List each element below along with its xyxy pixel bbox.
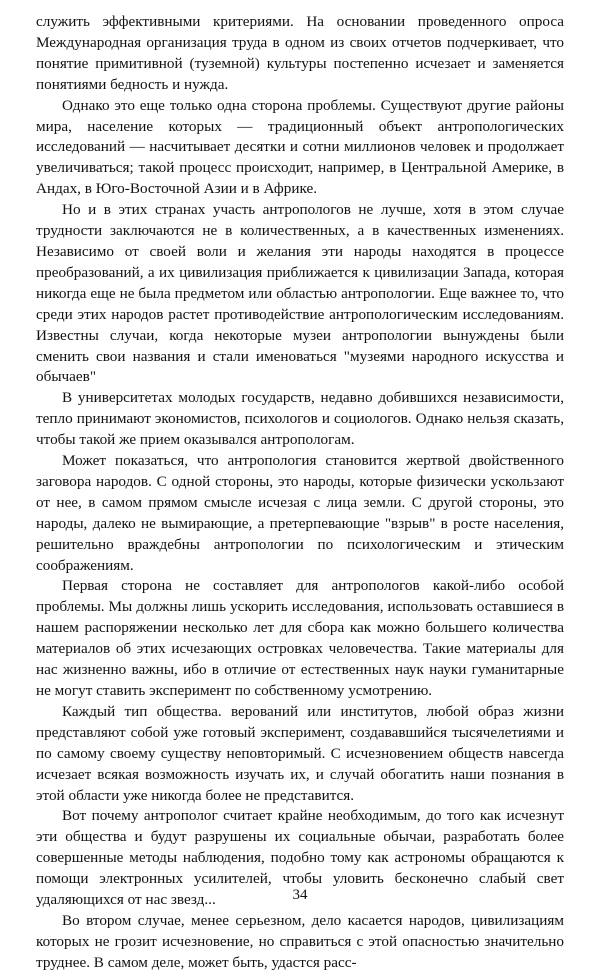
paragraph-7: Каждый тип общества. верований или институтов, любой образ жизни представляют собой уже готовый эксперимент, создававшийся тысячелетиями и по самому своему существу неповторимый. С исчезновением обществ навсегда исчезает всякая возможность изучать их, и случай обогатить наши познания в этой области уже никогда более не представится.: [36, 702, 564, 804]
paragraph-4: В университетах молодых государств, недавно добившихся независимости, тепло принимают экономистов, психологов и социологов. Однако нельзя сказать, чтобы такой же прием оказывался антропологам.: [36, 389, 564, 449]
paragraph-2: Однако это еще только одна сторона проблемы. Существуют другие районы мира, население которых — традиционный объект антропологических исследований — насчитывает десятки и сотни миллионов человек и продолжает увеличиваться; такой процесс происходит, например, в Центральной Америке, в Андах, в Юго-Восточной Азии и в Африке.: [36, 96, 564, 198]
page-number: 34: [292, 887, 308, 903]
paragraph-8: Вот почему антрополог считает крайне необходимым, до того как исчезнут эти общества и будут разрушены их социальные обычаи, разработать более совершенные методы наблюдения, подобно тому как астрономы обращаются к помощи электронных усилителей, чтобы уловить бесконечно слабый свет удаляющихся от нас звезд...: [36, 807, 564, 909]
paragraph-5: Может показаться, что антропология становится жертвой двойственного заговора народов. С одной стороны, это народы, которые физически ускользают от нее, в самом прямом смысле исчезая с лица земли. С другой стороны, это народы, далеко не вымирающие, а претерпевающие "взрыв" в росте населения, решительно враждебны антропологии по психологическим и этическим соображениям.: [36, 452, 564, 574]
paragraph-6: Первая сторона не составляет для антропологов какой-либо особой проблемы. Мы должны лишь ускорить исследования, использовать оставшиеся в нашем распоряжении несколько лет для сбора как можно большего количества материалов об этих исчезающих островках человечества. Такие материалы для нас жизненно важны, ибо в отличие от естественных наук науки гуманитарные не могут ставить эксперимент по собственному усмотрению.: [36, 577, 564, 699]
paragraph-9: Во втором случае, менее серьезном, дело касается народов, цивилизациям которых не грозит исчезновение, но справиться с этой опасностью значительно труднее. В самом деле, может быть, удастся расс-: [36, 911, 564, 971]
paragraph-3: Но и в этих странах участь антропологов не лучше, хотя в этом случае трудности заключаются не в количественных, а в качественных изменениях. Независимо от своей воли и желания эти народы находятся в процессе преобразований, а их цивилизация приближается к цивилизации Запада, которая никогда еще не была предметом или областью антропологии. Еще важнее то, что среди этих народов растет противодействие антропологическим исследованиям. Известны случаи, когда некоторые музеи антропологии вынуждены были сменить свои названия и стали именоваться "музеями народного искусства и обычаев": [36, 201, 564, 386]
paragraph-1: служить эффективными критериями. На основании проведенного опроса Международная организация труда в одном из своих отчетов подчеркивает, что понятие примитивной (туземной) культуры постепенно исчезает и заменяется понятиями бедность и нужда.: [36, 13, 564, 93]
